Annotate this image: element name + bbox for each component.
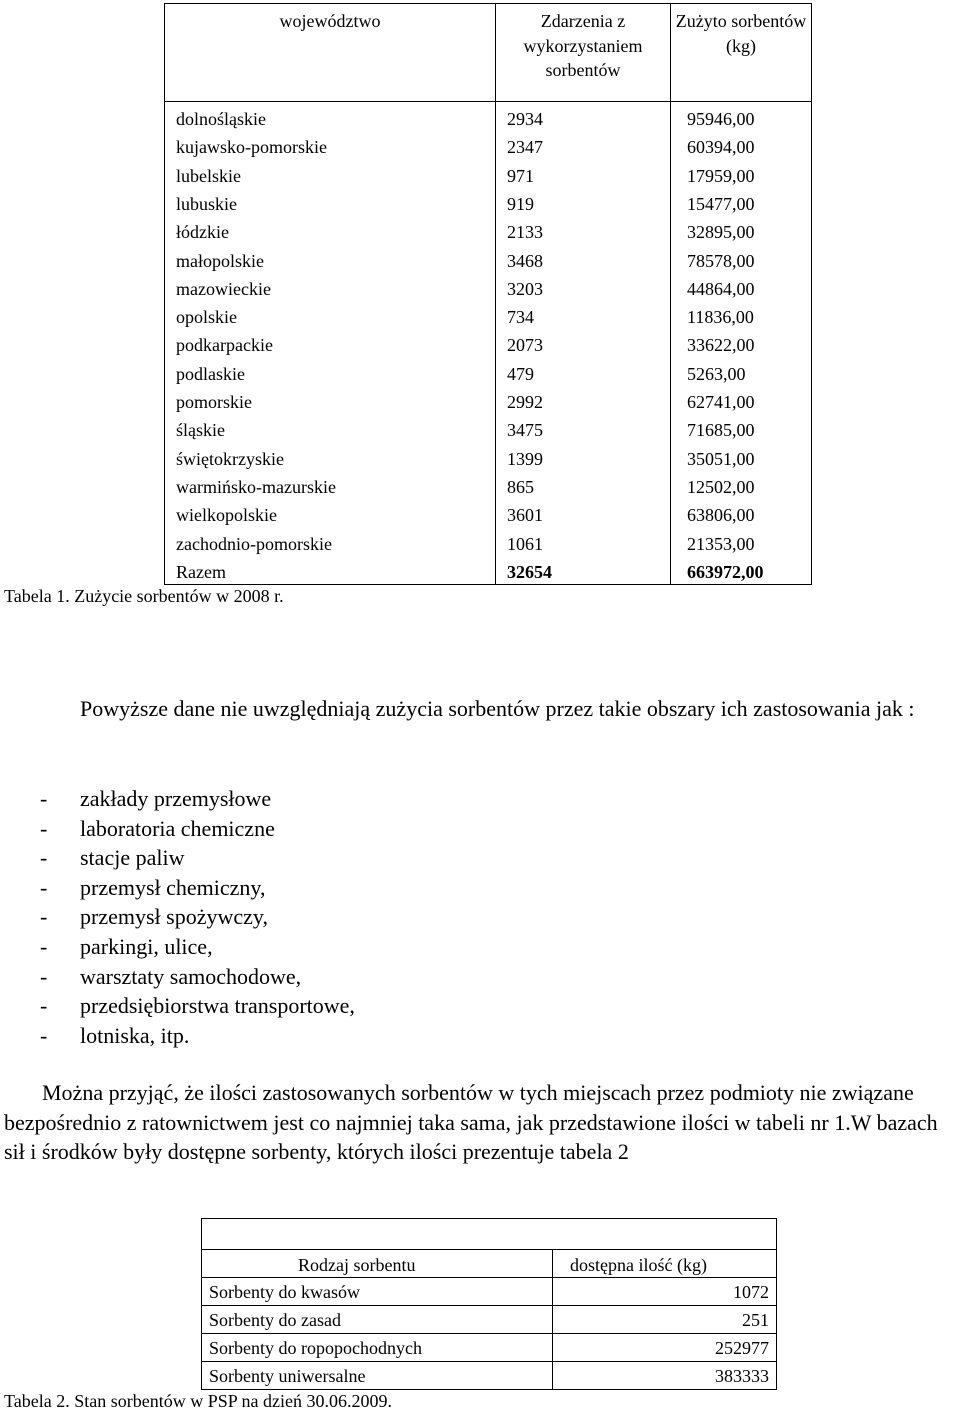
list-item: [40, 902, 355, 932]
voivodeship-cell: opolskie: [176, 307, 237, 328]
events-cell: 3203: [507, 278, 543, 299]
table-divider: [164, 101, 812, 102]
table-row: [165, 388, 811, 416]
table-row: [165, 275, 811, 303]
used-kg-cell: 35051,00: [687, 448, 755, 469]
column-header-events: Zdarzenia z wykorzystaniem sorbentów: [523, 11, 643, 80]
table-row: [165, 360, 811, 388]
used-kg-cell: 33622,00: [687, 335, 755, 356]
list-item: [40, 873, 355, 903]
voivodeship-cell: zachodnio-pomorskie: [176, 533, 332, 554]
sorbent-usage-table: [164, 3, 812, 585]
table-row: [165, 247, 811, 275]
list-item-text: warsztaty samochodowe,: [80, 963, 302, 989]
events-cell: 1399: [507, 448, 543, 469]
table-row: [165, 331, 811, 359]
table-row: [165, 530, 811, 558]
used-kg-cell: 15477,00: [687, 193, 755, 214]
table-row: [165, 105, 811, 133]
events-cell: 32654: [507, 561, 552, 582]
sorbent-type-cell: Sorbenty do zasad: [209, 1310, 341, 1330]
list-item: [40, 843, 355, 873]
list-dash: -: [40, 786, 48, 811]
paragraph-intro: Powyższe dane nie uwzględniają zużycia sorbentów przez takie obszary ich zastosowania jak :: [80, 696, 915, 721]
available-qty-cell: 252977: [715, 1338, 769, 1358]
list-dash: -: [40, 993, 48, 1019]
list-item: [40, 814, 355, 844]
list-item-text: przedsiębiorstwa transportowe,: [80, 993, 355, 1019]
list-dash: -: [40, 904, 48, 930]
events-cell: 971: [507, 165, 534, 186]
events-cell: 2992: [507, 392, 543, 412]
table-divider: [552, 1249, 553, 1390]
used-kg-cell: 32895,00: [687, 222, 755, 243]
column-header-used-kg: Zużyto sorbentów (kg): [675, 11, 807, 56]
list-dash: -: [40, 874, 48, 900]
table-row: [165, 473, 811, 501]
voivodeship-cell: Razem: [176, 561, 226, 582]
list-dash: -: [40, 933, 48, 959]
available-qty-cell: 1072: [733, 1282, 769, 1302]
voivodeship-cell: lubelskie: [176, 165, 241, 186]
table-row: [165, 190, 811, 218]
paragraph-conclusion: Można przyjąć, że ilości zastosowanych sorbentów w tych miejscach przez podmioty nie związane bezpośrednio z ratownictwem jest co najmniej taka sama, jak przedstawione ilości w tabeli nr 1.W bazach sił i środków były dostępne sorbenty, których ilości prezentuje tabela 2: [4, 1080, 938, 1164]
list-item: [40, 784, 355, 814]
used-kg-cell: 17959,00: [687, 165, 755, 186]
voivodeship-cell: łódzkie: [176, 222, 229, 243]
events-cell: 2934: [507, 109, 543, 129]
events-cell: 2073: [507, 335, 543, 356]
table-total-row: [165, 558, 811, 586]
table2-caption: Tabela 2. Stan sorbentów w PSP na dzień 30.06.2009.: [4, 1391, 393, 1411]
table1-caption: Tabela 1. Zużycie sorbentów w 2008 r.: [4, 586, 284, 606]
voivodeship-cell: warmińsko-mazurskie: [176, 476, 336, 497]
events-cell: 734: [507, 307, 534, 328]
used-kg-cell: 95946,00: [687, 109, 755, 129]
events-cell: 2347: [507, 137, 543, 158]
application-areas-list: [40, 784, 355, 1050]
list-dash: -: [40, 845, 48, 871]
table-row: [165, 445, 811, 473]
events-cell: 3468: [507, 250, 543, 271]
table-row: [165, 162, 811, 190]
events-cell: 3601: [507, 505, 543, 526]
used-kg-cell: 78578,00: [687, 250, 755, 271]
events-cell: 2133: [507, 222, 543, 243]
used-kg-cell: 62741,00: [687, 392, 755, 412]
events-cell: 919: [507, 193, 534, 214]
list-dash: -: [40, 1022, 48, 1048]
events-cell: 3475: [507, 420, 543, 441]
list-item-text: stacje paliw: [80, 845, 185, 871]
list-item: [40, 932, 355, 962]
voivodeship-cell: podlaskie: [176, 363, 245, 384]
used-kg-cell: 60394,00: [687, 137, 755, 158]
table-row: [165, 133, 811, 161]
list-item-text: laboratoria chemiczne: [80, 815, 275, 841]
sorbent-stock-table: [201, 1218, 777, 1390]
used-kg-cell: 12502,00: [687, 476, 755, 497]
used-kg-cell: 71685,00: [687, 420, 755, 441]
events-cell: 865: [507, 476, 534, 497]
used-kg-cell: 63806,00: [687, 505, 755, 526]
sorbent-type-cell: Sorbenty uniwersalne: [209, 1366, 366, 1386]
list-dash: -: [40, 815, 48, 841]
events-cell: 1061: [507, 533, 543, 554]
used-kg-cell: 21353,00: [687, 533, 755, 554]
list-item: [40, 991, 355, 1021]
voivodeship-cell: śląskie: [176, 420, 225, 441]
used-kg-cell: 11836,00: [687, 307, 754, 328]
table-row: [165, 218, 811, 246]
table-divider: [201, 1249, 777, 1250]
voivodeship-cell: podkarpackie: [176, 335, 273, 356]
list-item-text: lotniska, itp.: [80, 1022, 190, 1048]
used-kg-cell: 5263,00: [687, 363, 746, 384]
available-qty-cell: 383333: [715, 1366, 769, 1386]
list-item-text: zakłady przemysłowe: [80, 786, 272, 811]
voivodeship-cell: kujawsko-pomorskie: [176, 137, 327, 158]
voivodeship-cell: świętokrzyskie: [176, 448, 284, 469]
sorbent-type-cell: Sorbenty do kwasów: [209, 1282, 360, 1302]
list-item-text: parkingi, ulice,: [80, 933, 213, 959]
sorbent-type-cell: Sorbenty do ropopochodnych: [209, 1338, 422, 1358]
column-header-available-qty: dostępna ilość (kg): [570, 1255, 707, 1275]
available-qty-cell: 251: [742, 1310, 769, 1330]
voivodeship-cell: mazowieckie: [176, 278, 271, 299]
voivodeship-cell: małopolskie: [176, 250, 264, 271]
list-dash: -: [40, 963, 48, 989]
table-row: [165, 501, 811, 529]
list-item-text: przemysł chemiczny,: [80, 874, 266, 900]
voivodeship-cell: pomorskie: [176, 392, 252, 412]
list-item-text: przemysł spożywczy,: [80, 904, 268, 930]
table-row: [165, 416, 811, 444]
used-kg-cell: 663972,00: [687, 561, 764, 582]
list-item: [40, 962, 355, 992]
table-row: [165, 303, 811, 331]
list-item: [40, 1021, 355, 1051]
voivodeship-cell: dolnośląskie: [176, 109, 266, 129]
used-kg-cell: 44864,00: [687, 278, 755, 299]
column-header-voivodeship: województwo: [279, 11, 381, 31]
voivodeship-cell: lubuskie: [176, 193, 237, 214]
column-header-sorbent-type: Rodzaj sorbentu: [298, 1255, 416, 1275]
events-cell: 479: [507, 363, 534, 384]
voivodeship-cell: wielkopolskie: [176, 505, 277, 526]
